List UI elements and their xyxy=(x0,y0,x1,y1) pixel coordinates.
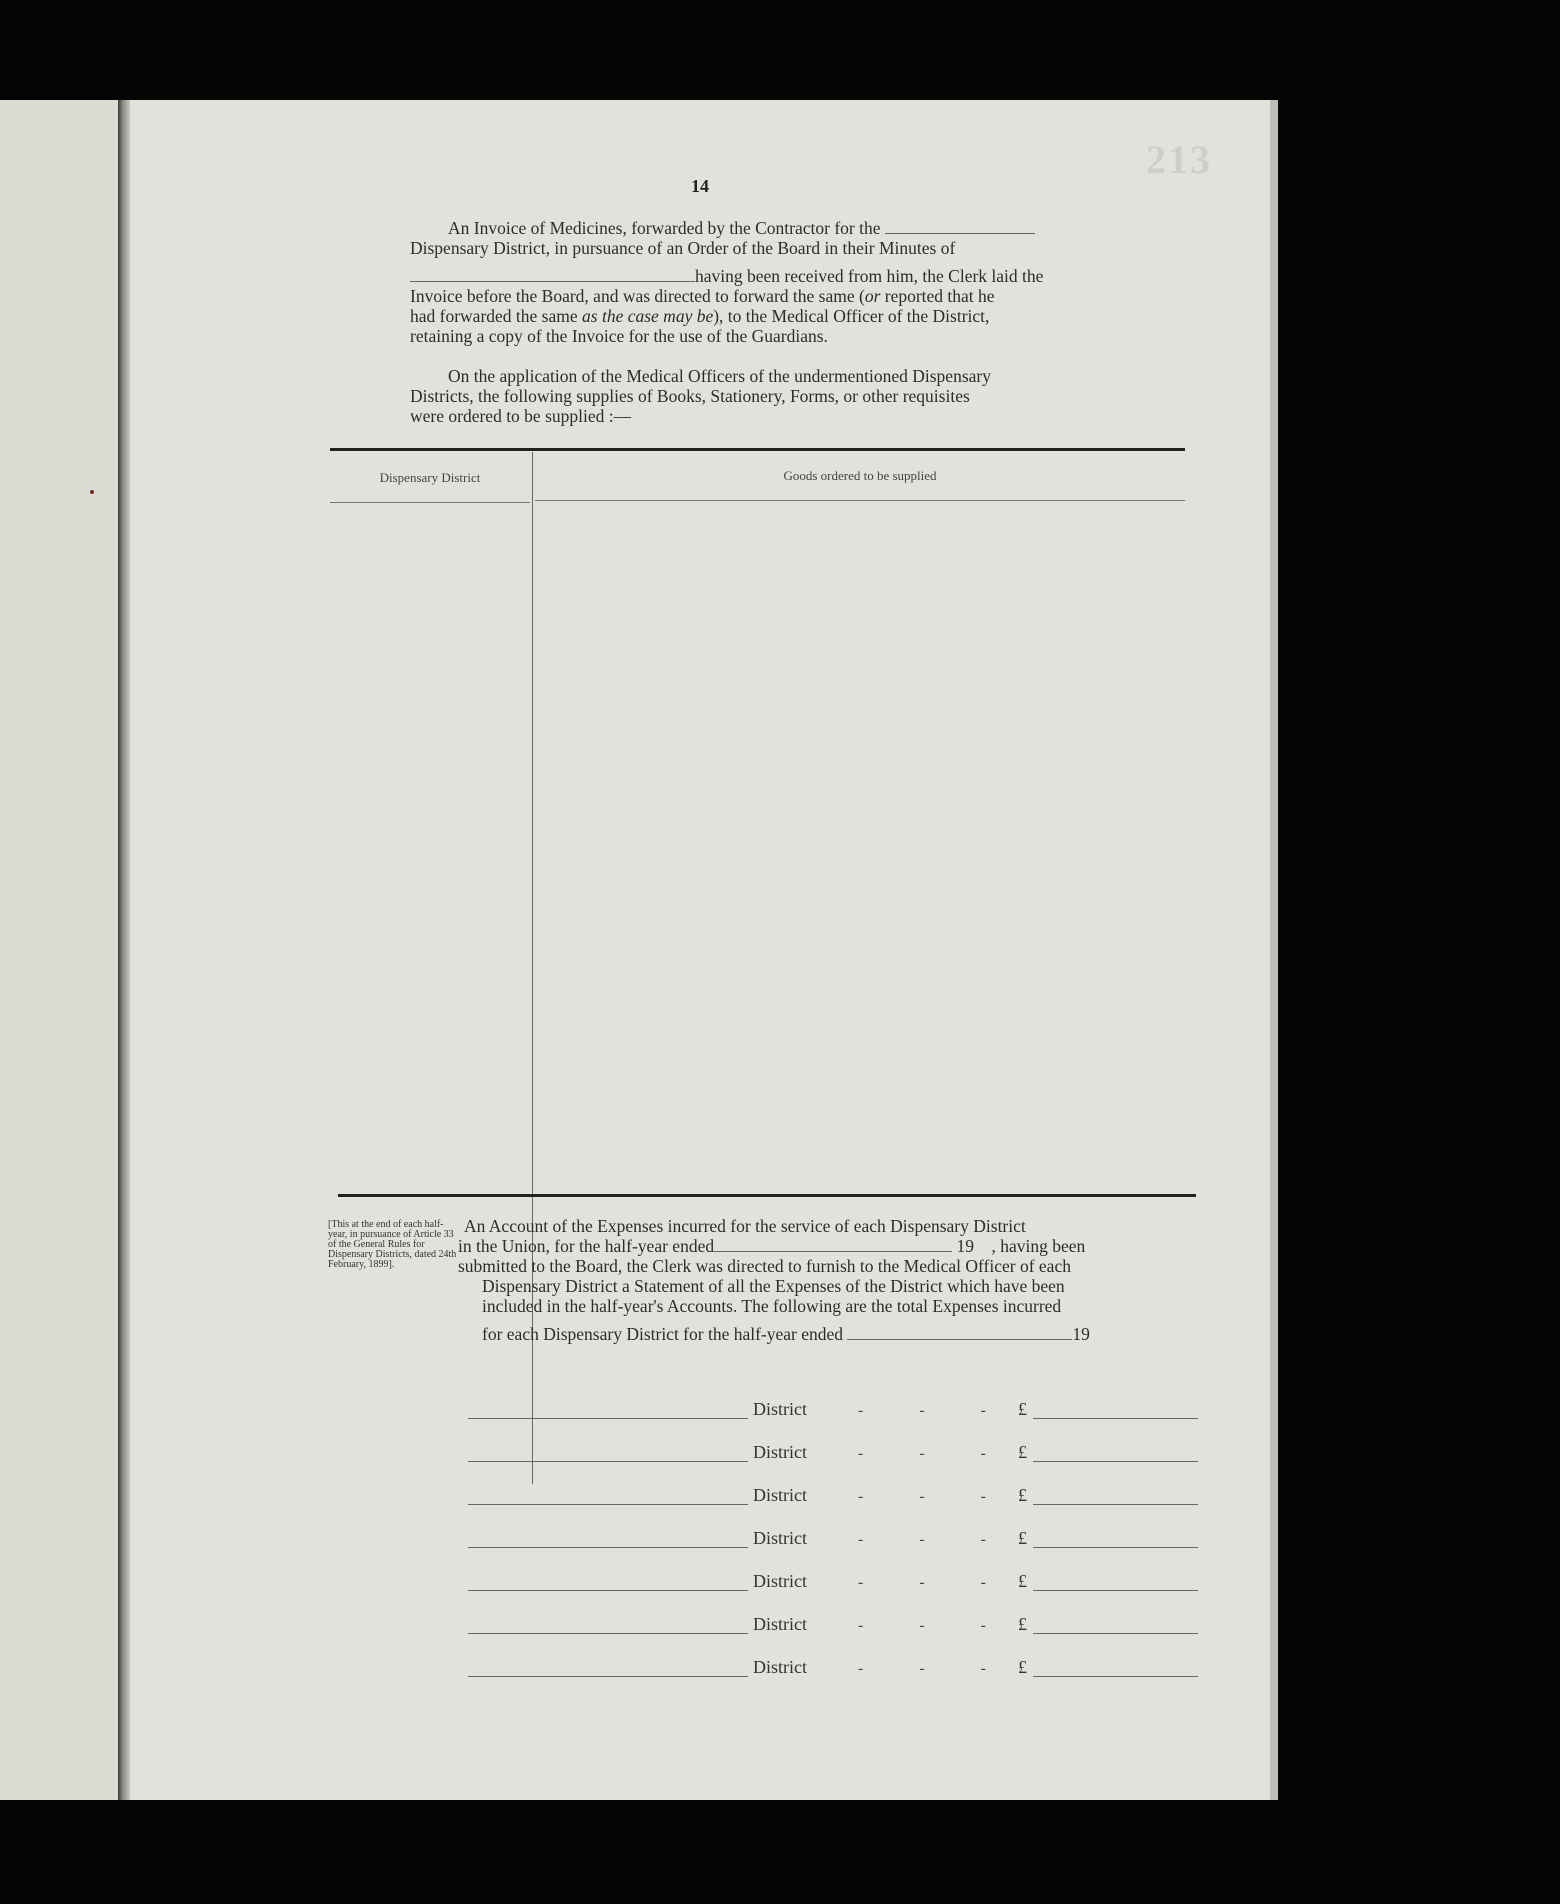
pound-sign: £ xyxy=(1018,1614,1027,1634)
account-line-2: in the Union, for the half-year ended 19 , having been xyxy=(458,1236,1086,1256)
page-edge xyxy=(1270,100,1278,1800)
district-row xyxy=(468,1569,1198,1595)
district-row xyxy=(468,1483,1198,1509)
invoice-line-6: retaining a copy of the Invoice for the use of the Guardians. xyxy=(410,326,828,346)
pound-sign: £ xyxy=(1018,1442,1027,1462)
amount-blank xyxy=(1033,1461,1198,1462)
book-spine xyxy=(118,100,130,1800)
amount-blank xyxy=(1033,1676,1198,1677)
district-name-blank xyxy=(468,1418,748,1419)
district-dashes: - - - xyxy=(858,1445,1012,1462)
pound-sign: £ xyxy=(1018,1528,1027,1548)
page-number: 14 xyxy=(691,176,709,196)
district-dashes: - - - xyxy=(858,1660,1012,1677)
district-name-blank xyxy=(468,1547,748,1548)
district-label: District xyxy=(753,1442,807,1462)
account-line-5: included in the half-year's Accounts. The following are the total Expenses incurred xyxy=(482,1296,1062,1316)
invoice-line-1: An Invoice of Medicines, forwarded by the Contractor for the xyxy=(410,218,1120,238)
district-label: District xyxy=(753,1399,807,1419)
district-name-blank xyxy=(468,1461,748,1462)
district-row xyxy=(468,1612,1198,1638)
invoice-line-5: had forwarded the same as the case may be), to the Medical Officer of the District, xyxy=(410,306,990,326)
district-dashes: - - - xyxy=(858,1574,1012,1591)
page-speck xyxy=(90,490,94,494)
account-paragraph xyxy=(458,1216,1194,1344)
table-top-rule xyxy=(330,448,1185,451)
amount-blank xyxy=(1033,1504,1198,1505)
district-dashes: - - - xyxy=(858,1617,1012,1634)
document-page xyxy=(130,100,1270,1800)
invoice-paragraph xyxy=(410,218,1120,346)
district-label: District xyxy=(753,1614,807,1634)
district-dashes: - - - xyxy=(858,1402,1012,1419)
district-row xyxy=(468,1655,1198,1681)
district-row xyxy=(468,1440,1198,1466)
margin-note: [This at the end of each half-year, in pursuance of Article 33 of the General Rules for Dispensary Districts, dated 24th February, 1899]. xyxy=(328,1219,457,1270)
district-label: District xyxy=(753,1528,807,1548)
amount-blank xyxy=(1033,1418,1198,1419)
account-line-6: for each Dispensary District for the half-year ended 19 xyxy=(482,1324,1090,1344)
pound-sign: £ xyxy=(1018,1657,1027,1677)
account-line-3: submitted to the Board, the Clerk was directed to furnish to the Medical Officer of each xyxy=(458,1256,1071,1276)
account-line-1: An Account of the Expenses incurred for the service of each Dispensary District xyxy=(464,1216,1026,1236)
account-line-4: Dispensary District a Statement of all the Expenses of the District which have been xyxy=(482,1276,1065,1296)
district-label: District xyxy=(753,1571,807,1591)
district-name-blank xyxy=(468,1676,748,1677)
district-dashes: - - - xyxy=(858,1531,1012,1548)
header-rule-left xyxy=(330,502,530,503)
amount-blank xyxy=(1033,1633,1198,1634)
application-line-3: were ordered to be supplied :— xyxy=(410,406,632,426)
folio-stamp: 213 xyxy=(1146,137,1212,182)
district-name-blank xyxy=(468,1504,748,1505)
amount-blank xyxy=(1033,1547,1198,1548)
header-goods-ordered: Goods ordered to be supplied xyxy=(783,468,937,483)
pound-sign: £ xyxy=(1018,1399,1027,1419)
header-dispensary-district: Dispensary District xyxy=(379,470,481,485)
invoice-line-2: Dispensary District, in pursuance of an Order of the Board in their Minutes of xyxy=(410,238,956,258)
application-line-2: Districts, the following supplies of Books, Stationery, Forms, or other requisites xyxy=(410,386,970,406)
district-dashes: - - - xyxy=(858,1488,1012,1505)
pound-sign: £ xyxy=(1018,1485,1027,1505)
district-row xyxy=(468,1397,1198,1423)
amount-blank xyxy=(1033,1590,1198,1591)
header-rule-right xyxy=(535,500,1185,501)
district-name-blank xyxy=(468,1590,748,1591)
previous-page-edge xyxy=(0,100,118,1800)
pound-sign: £ xyxy=(1018,1571,1027,1591)
table-bottom-rule xyxy=(338,1194,1196,1197)
invoice-line-3: having been received from him, the Clerk laid the xyxy=(410,266,1120,286)
district-row xyxy=(468,1526,1198,1552)
district-label: District xyxy=(753,1657,807,1677)
invoice-line-4: Invoice before the Board, and was directed to forward the same (or reported that he xyxy=(410,286,995,306)
application-paragraph xyxy=(410,366,1120,426)
district-name-blank xyxy=(468,1633,748,1634)
district-label: District xyxy=(753,1485,807,1505)
application-line-1: On the application of the Medical Officers of the undermentioned Dispensary xyxy=(448,366,991,386)
